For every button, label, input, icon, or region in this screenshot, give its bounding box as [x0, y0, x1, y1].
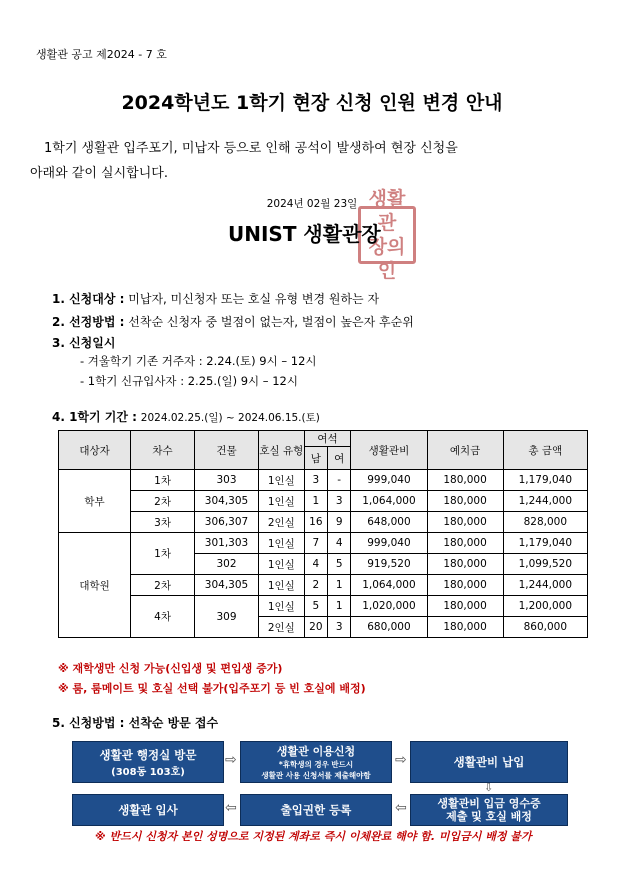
arrow-right-icon: ⇨	[395, 752, 407, 768]
table-row: 2차 304,305 1인실 2 1 1,064,000 180,000 1,244,000	[59, 575, 588, 596]
flow-step-move-in: 생활관 입사	[72, 794, 224, 826]
table-row: 2차 304,305 1인실 1 3 1,064,000 180,000 1,244,000	[59, 491, 588, 512]
header-fee: 생활관비	[351, 431, 427, 470]
vacancy-table	[58, 430, 588, 638]
flow-step-register-access: 출입권한 등록	[240, 794, 392, 826]
schedule-item-1: - 겨울학기 기존 거주자 : 2.24.(토) 9시 – 12시	[80, 354, 317, 368]
table-row: 2인실 20 3 680,000 180,000 860,000	[59, 617, 588, 638]
table-row: 3차 306,307 2인실 16 9 648,000 180,000 828,000	[59, 512, 588, 533]
intro-line-1: 1학기 생활관 입주포기, 미납자 등으로 인해 공석이 발생하여 현장 신청을	[44, 141, 458, 156]
flow-step-submit-receipt: 생활관비 입금 영수증 제출 및 호실 배정	[410, 794, 568, 826]
group-undergrad: 학부	[59, 470, 131, 533]
issuer-name: UNIST 생활관장	[228, 222, 381, 246]
official-seal: 생활관 장의인	[358, 206, 416, 264]
flow-step-pay-fee: 생활관비 납입	[410, 741, 568, 783]
section-method: 5. 신청방법 : 선착순 방문 접수	[52, 716, 219, 730]
group-graduate: 대학원	[59, 533, 131, 638]
header-total: 총 금액	[503, 431, 587, 470]
header-deposit: 예치금	[427, 431, 503, 470]
section-schedule: 3. 신청일시	[52, 336, 116, 350]
table-row: 학부 1차 303 1인실 3 - 999,040 180,000 1,179,040	[59, 470, 588, 491]
header-vacancy: 여석	[304, 431, 351, 447]
document-title: 2024학년도 1학기 현장 신청 인원 변경 안내	[121, 92, 503, 114]
intro-paragraph	[30, 136, 590, 186]
table-row: 4차 309 1인실 5 1 1,020,000 180,000 1,200,000	[59, 596, 588, 617]
note-eligibility: ※ 재학생만 신청 가능(신입생 및 편입생 증가)	[58, 662, 283, 675]
note-room-selection: ※ 룸, 룸메이트 및 호실 선택 불가(입주포기 등 빈 호실에 배정)	[58, 682, 366, 695]
header-target: 대상자	[59, 431, 131, 470]
intro-line-2: 아래와 같이 실시합니다.	[30, 166, 168, 181]
header-building: 건물	[195, 431, 259, 470]
issue-date: 2024년 02월 23일	[266, 198, 358, 210]
schedule-item-2: - 1학기 신규입사자 : 2.25.(일) 9시 – 12시	[80, 374, 298, 388]
arrow-left-icon: ⇦	[395, 800, 407, 816]
header-round: 차수	[131, 431, 195, 470]
table-row: 대학원 1차 301,303 1인실 7 4 999,040 180,000 1,179,040	[59, 533, 588, 554]
header-female: 여	[328, 447, 351, 470]
notice-number: 생활관 공고 제2024 - 7 호	[36, 48, 167, 61]
arrow-left-icon: ⇦	[225, 800, 237, 816]
section-period: 4. 1학기 기간 : 2024.02.25.(일) ~ 2024.06.15.(토)	[52, 410, 320, 424]
flow-step-apply: 생활관 이용신청 *휴학생의 경우 반드시 생활관 사용 신청서를 제출해야함	[240, 741, 392, 783]
table-row: 302 1인실 4 5 919,520 180,000 1,099,520	[59, 554, 588, 575]
section-selection: 2. 선정방법 : 선착순 신청자 중 벌점이 없는자, 벌점이 높은자 후순위	[52, 315, 414, 329]
arrow-down-icon: ⇩	[484, 781, 494, 794]
section-target: 1. 신청대상 : 미납자, 미신청자 또는 호실 유형 변경 원하는 자	[52, 292, 380, 306]
arrow-right-icon: ⇨	[225, 752, 237, 768]
table-header-row	[59, 431, 588, 447]
header-male: 남	[304, 447, 327, 470]
payment-warning-note: ※ 반드시 신청자 본인 성명으로 지정된 계좌로 즉시 이체완료 해야 함. 미입금시 배정 불가	[95, 830, 532, 843]
flow-step-visit-office: 생활관 행정실 방문 (308동 103호)	[72, 741, 224, 783]
header-room-type: 호실 유형	[258, 431, 304, 470]
